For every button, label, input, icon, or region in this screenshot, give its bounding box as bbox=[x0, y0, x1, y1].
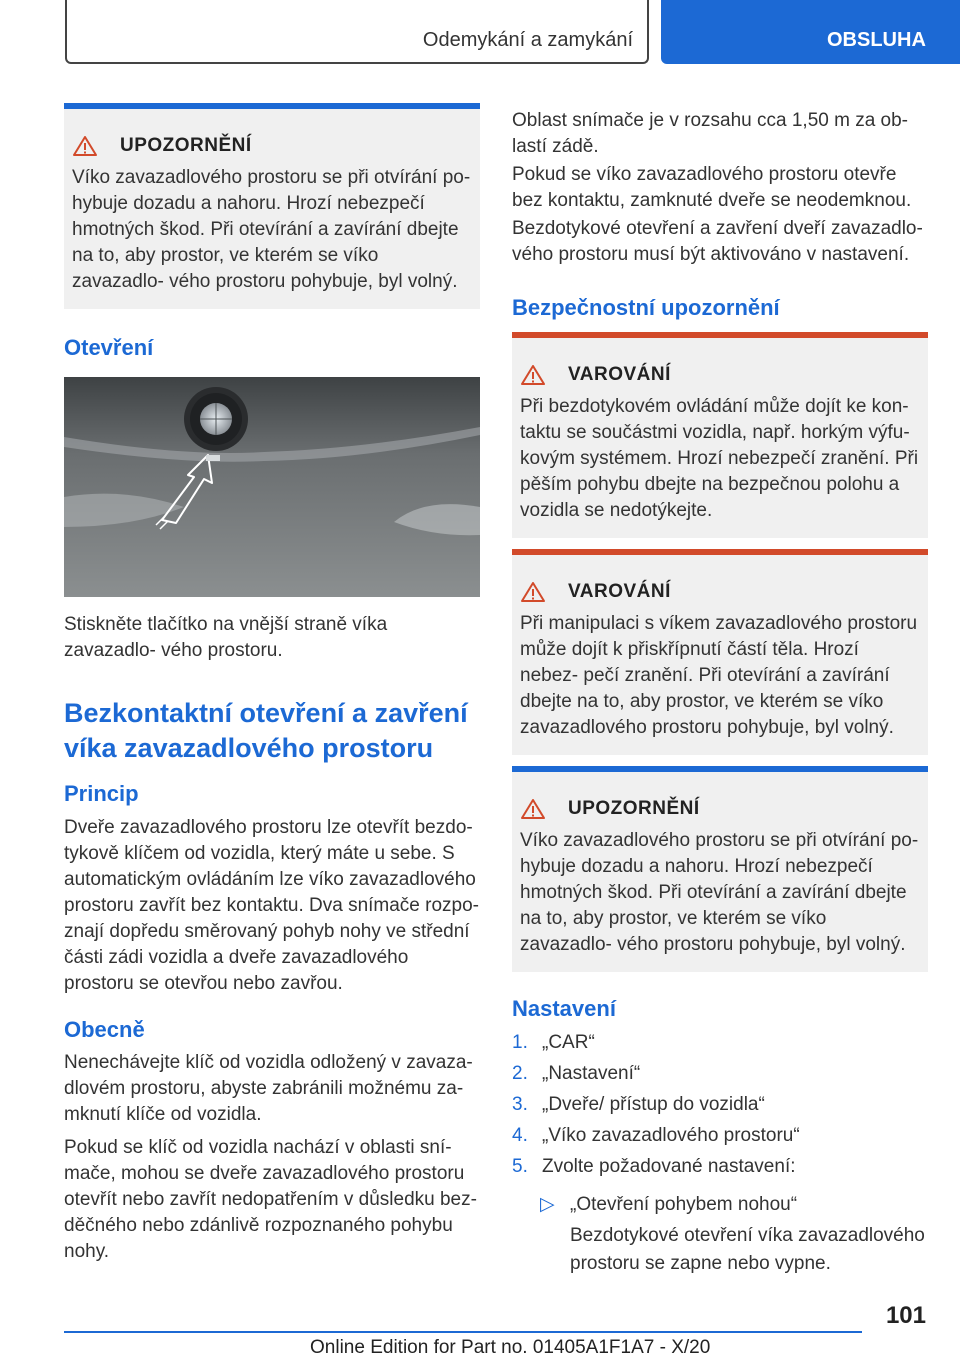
warning-triangle-icon bbox=[520, 798, 546, 820]
list-item bbox=[512, 1125, 928, 1156]
warning-box-1 bbox=[512, 332, 928, 538]
unlock-text: Pokud se víko zavazadlového prostoru otevře bez kontaktu, zamknuté dveře se neodemknou. bbox=[512, 164, 912, 211]
step-text: „Víko zavazadlového prostoru“ bbox=[542, 1125, 800, 1146]
page-number: 101 bbox=[885, 1302, 926, 1329]
list-item bbox=[512, 1156, 928, 1187]
notice-box bbox=[512, 766, 928, 972]
heading-settings: Nastavení bbox=[512, 996, 616, 1021]
heading-general: Obecně bbox=[64, 1017, 145, 1042]
warning-text: Při manipulaci s víkem zavazadlového prostoru může dojít k přiskřípnutí částí těla. Hrozí nebez‐ pečí zranění. Při otevírání a zavírání dbejte na to, aby prostor, ve kterém se víko zavazadlového prostoru pohybuje, byl volný. bbox=[520, 613, 918, 738]
list-item bbox=[512, 1032, 928, 1063]
warning-triangle-icon bbox=[72, 135, 98, 157]
step-number: 1. bbox=[512, 1032, 528, 1053]
triangle-bullet-icon: ▷ bbox=[540, 1194, 555, 1215]
warning-title: VAROVÁNÍ bbox=[568, 364, 671, 385]
photo-caption: Stiskněte tlačítko na vnější straně víka zavazadlo‐ vého prostoru. bbox=[64, 614, 388, 661]
step-text: „Dveře/ přístup do vozidla“ bbox=[542, 1094, 765, 1115]
principle-text: Dveře zavazadlového prostoru lze otevřít bezdo‐ tykově klíčem od vozidla, který máte u sebe. S automatickým ovládáním lze víko zavazadlového prostoru zavřít bez kontaktu. Dva snímače rozpo‐ znají dopředu směrovaný pohyb nohy ve střední části zádi vozidla a dveře zavazadlového prostoru se otevřou nebo zavřou. bbox=[64, 817, 480, 994]
section-title: Odemykání a zamykání bbox=[422, 29, 633, 51]
step-number: 5. bbox=[512, 1156, 528, 1177]
sub-option-label: „Otevření pohybem nohou“ bbox=[570, 1194, 798, 1215]
step-number: 4. bbox=[512, 1125, 528, 1146]
heading-principle: Princip bbox=[64, 781, 139, 806]
list-item bbox=[512, 1063, 928, 1094]
list-item bbox=[512, 1094, 928, 1125]
warning-triangle-icon bbox=[520, 581, 546, 603]
trunk-button-photo bbox=[64, 377, 480, 597]
notice-box bbox=[64, 103, 480, 309]
sub-option-text: Bezdotykové otevření víka zavazadlového prostoru se zapne nebo vypne. bbox=[570, 1225, 925, 1274]
notice-text: Víko zavazadlového prostoru se při otvírání po‐ hybuje dozadu a nahoru. Hrozí nebezpečí hmotných škod. Při otevírání a zavírání dbejte na to, aby prostor, ve kterém se víko zavazadlo‐ vého prostoru pohybuje, byl volný. bbox=[72, 167, 471, 292]
warning-box-2 bbox=[512, 549, 928, 755]
step-number: 2. bbox=[512, 1063, 528, 1084]
heading-safety: Bezpečnostní upozornění bbox=[512, 295, 780, 320]
settings-steps bbox=[512, 1032, 928, 1187]
step-text: „Nastavení“ bbox=[542, 1063, 641, 1084]
step-number: 3. bbox=[512, 1094, 528, 1115]
sensor-range-text: Oblast snímače je v rozsahu cca 1,50 m za ob‐ lastí zádě. bbox=[512, 110, 909, 157]
general-text-2: Pokud se klíč od vozidla nachází v oblasti sní‐ mače, mohou se dveře zavazadlového prostoru otevřít nebo zavřít nedopatřením v důsledku bez‐ děčného nebo zdánlivě rozpoznaného pohybu nohy. bbox=[64, 1137, 477, 1262]
warning-triangle-icon bbox=[520, 364, 546, 386]
warning-text: Při bezdotykovém ovládání může dojít ke kon‐ taktu se součástmi vozidla, např. horkým výfu‐ kovým systémem. Hrozí nebezpečí zranění. Při pěším pohybu dbejte na bezpečnou polohu a vozidla se nedotýkejte. bbox=[520, 396, 919, 521]
header-box bbox=[65, 0, 649, 64]
notice-text: Víko zavazadlového prostoru se při otvírání po‐ hybuje dozadu a nahoru. Hrozí nebezpečí hmotných škod. Při otevírání a zavírání dbejte na to, aby prostor, ve kterém se víko zavazadlo‐ vého prostoru pohybuje, byl volný. bbox=[520, 830, 919, 955]
step-text: Zvolte požadované nastavení: bbox=[542, 1156, 796, 1177]
edition-text: Online Edition for Part no. 01405A1F1A7 - X/20 bbox=[310, 1337, 711, 1358]
footer-divider bbox=[64, 1331, 862, 1333]
activation-text: Bezdotykové otevření a zavření dveří zavazadlo‐ vého prostoru musí být aktivováno v nastavení. bbox=[512, 218, 923, 265]
warning-title: VAROVÁNÍ bbox=[568, 581, 671, 602]
notice-title: UPOZORNĚNÍ bbox=[120, 135, 252, 156]
step-text: „CAR“ bbox=[542, 1032, 595, 1053]
chapter-tab[interactable]: OBSLUHA bbox=[661, 0, 960, 64]
general-text-1: Nenechávejte klíč od vozidla odložený v zavaza‐ dlovém prostoru, abyste zabránili možnému za‐ mknutí klíče od vozidla. bbox=[64, 1052, 473, 1125]
heading-open: Otevření bbox=[64, 335, 154, 360]
notice-title: UPOZORNĚNÍ bbox=[568, 798, 700, 819]
heading-contactless: Bezkontaktní otevření a zavření víka zavazadlového prostoru bbox=[64, 698, 468, 763]
